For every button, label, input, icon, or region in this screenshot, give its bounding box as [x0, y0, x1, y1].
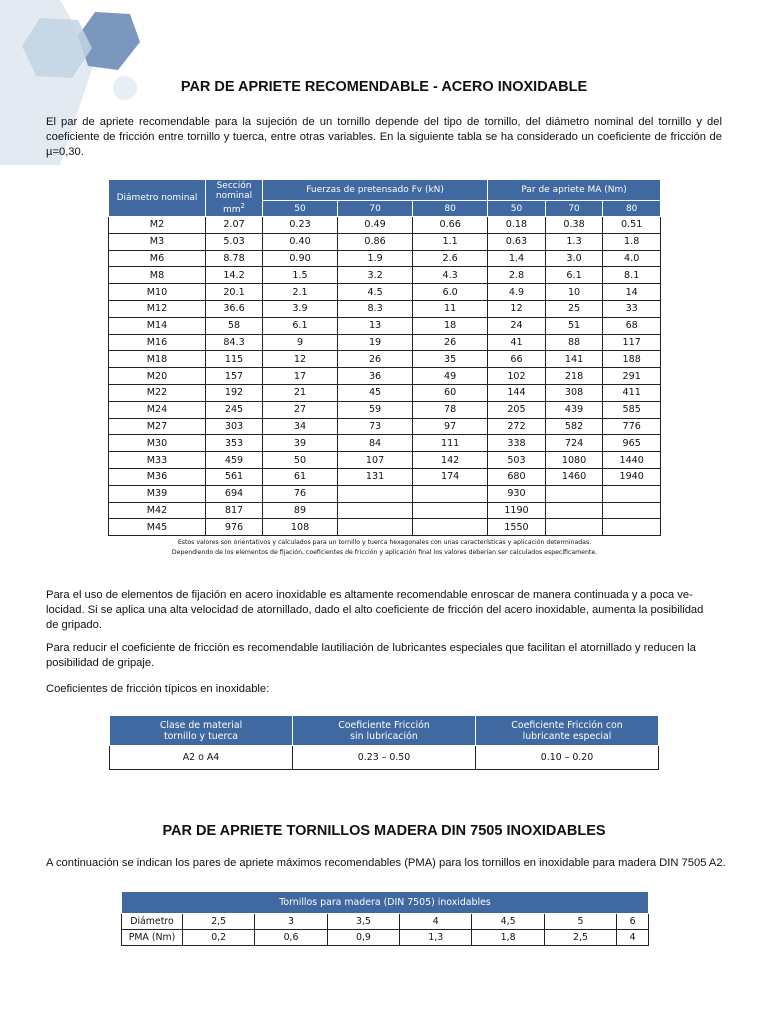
table-cell: M30 [109, 435, 206, 452]
paragraph-lubricantes-line-1: Para reducir el coeficiente de fricción es recomendable lautiliación de lubricantes especiales que facilitan el atornillado y reducen la [46, 642, 696, 654]
table-cell: 174 [413, 468, 488, 485]
table-cell: M24 [109, 401, 206, 418]
paragraph-velocidad-line-3: de gripado. [46, 619, 102, 631]
pma-cell: 1,3 [400, 930, 472, 946]
table-cell: 76 [263, 485, 338, 502]
friction-header-con-line-1: Coeficiente Fricción con [511, 719, 623, 731]
friction-header-sin-line-1: Coeficiente Fricción [338, 719, 430, 731]
table-cell: 0.38 [545, 217, 603, 234]
paragraph-lubricantes-line-2: posibilidad de gripaje. [46, 657, 155, 669]
friction-header-con [476, 716, 659, 746]
table-cell: 68 [603, 317, 661, 334]
table-cell: 303 [206, 418, 263, 435]
table-cell: 26 [338, 351, 413, 368]
pma-cell: 2,5 [544, 930, 616, 946]
table-cell [545, 485, 603, 502]
sub-header-0: 50 [263, 201, 338, 217]
table-cell: M20 [109, 368, 206, 385]
table-cell: 26 [413, 334, 488, 351]
table-cell: 84.3 [206, 334, 263, 351]
table-cell: 9 [263, 334, 338, 351]
col-seccion-exp: 2 [240, 202, 245, 210]
table-cell: 353 [206, 435, 263, 452]
table-cell [338, 502, 413, 519]
table-cell: 1440 [603, 452, 661, 469]
friction-header-sin-line-2: sin lubricación [350, 730, 418, 742]
table-cell: 117 [603, 334, 661, 351]
friction-header-sin [293, 716, 476, 746]
table-cell: 4.3 [413, 267, 488, 284]
paragraph-velocidad-line-2: locidad. Si se aplica una alta velocidad de atornillado, dado el alto coeficiente de fricción del acero inoxidable, aumenta la posibilidad [46, 604, 704, 616]
table-cell: M6 [109, 250, 206, 267]
sub-header-2: 80 [413, 201, 488, 217]
table-cell: 60 [413, 384, 488, 401]
table-row [109, 217, 661, 234]
paragraph-velocidad-line-1: Para el uso de elementos de fijación en acero inoxidable es altamente recomendable enroscar de manera continuada y a poca ve- [46, 589, 693, 601]
diametro-cell: 6 [617, 914, 649, 930]
section1-intro: El par de apriete recomendable para la sujeción de un tornillo depende del tipo de tornillo, del diámetro nominal del tornillo y del coeficiente de fricción entre tornillo y tuerca, entre otras variables. En la siguiente tabla se ha considerado un coeficiente de fricción de µ=0,30. [46, 116, 722, 158]
table-cell: M14 [109, 317, 206, 334]
table-cell: 25 [545, 300, 603, 317]
table-cell: 272 [488, 418, 546, 435]
table-cell: 4.0 [603, 250, 661, 267]
col-seccion-label: Sección nominal [215, 181, 253, 201]
section1-title: PAR DE APRIETE RECOMENDABLE - ACERO INOXIDABLE [180, 79, 588, 95]
pma-cell: 0,9 [327, 930, 399, 946]
table-cell: 20.1 [206, 284, 263, 301]
table-row [109, 317, 661, 334]
table-cell: 6.1 [263, 317, 338, 334]
table-cell [413, 485, 488, 502]
sub-header-4: 70 [545, 201, 603, 217]
table-cell: 1.8 [603, 233, 661, 250]
table-cell: 0.51 [603, 217, 661, 234]
table-cell: 6.1 [545, 267, 603, 284]
table-cell: 0.66 [413, 217, 488, 234]
table-cell [603, 502, 661, 519]
table-cell: 724 [545, 435, 603, 452]
table-cell: 141 [545, 351, 603, 368]
table-row [109, 418, 661, 435]
table-cell: 291 [603, 368, 661, 385]
table-cell: 108 [263, 519, 338, 536]
table-cell: 45 [338, 384, 413, 401]
table-cell: 3.2 [338, 267, 413, 284]
diametro-cell: 3 [255, 914, 327, 930]
table-cell: M12 [109, 300, 206, 317]
table-cell: 1460 [545, 468, 603, 485]
table-row [109, 334, 661, 351]
table-cell: 0.18 [488, 217, 546, 234]
table-cell: 78 [413, 401, 488, 418]
table-cell: 1940 [603, 468, 661, 485]
table-cell: M27 [109, 418, 206, 435]
table-cell: M16 [109, 334, 206, 351]
friction-header-clase [110, 716, 293, 746]
table-cell: 111 [413, 435, 488, 452]
table-cell: M39 [109, 485, 206, 502]
friction-header-con-line-2: lubricante especial [522, 730, 612, 742]
col-seccion-unit: mm [222, 205, 241, 215]
table-note-2: Dependiendo de los elementos de fijación, coeficientes de fricción y aplicación final los valores deberían ser calculados específicamente. [171, 549, 598, 556]
sub-header-3: 50 [488, 201, 546, 217]
table-row [109, 502, 661, 519]
friction-cell-sin: 0.23 – 0.50 [293, 746, 476, 770]
sub-header-1: 70 [338, 201, 413, 217]
table-row [109, 351, 661, 368]
table-cell: M42 [109, 502, 206, 519]
table-row [109, 519, 661, 536]
friction-header-clase-line-2: tornillo y tuerca [163, 730, 239, 742]
table-cell: 8.78 [206, 250, 263, 267]
table-cell: 157 [206, 368, 263, 385]
table-cell: 12 [488, 300, 546, 317]
wood-table-header: Tornillos para madera (DIN 7505) inoxidables [122, 892, 649, 914]
table-cell: 2.8 [488, 267, 546, 284]
wood-screw-table [121, 891, 649, 946]
table-cell: M10 [109, 284, 206, 301]
group-fuerzas: Fuerzas de pretensado Fv (kN) [263, 180, 488, 201]
table-cell: 0.23 [263, 217, 338, 234]
section2-intro: A continuación se indican los pares de apriete máximos recomendables (PMA) para los tornillos en inoxidable para madera DIN 7505 A2. [46, 857, 726, 869]
sub-header-5: 80 [603, 201, 661, 217]
table-cell: 142 [413, 452, 488, 469]
table-cell: 102 [488, 368, 546, 385]
friction-table [109, 715, 659, 770]
table-cell: 41 [488, 334, 546, 351]
table-cell: 115 [206, 351, 263, 368]
table-row [122, 914, 649, 930]
table-cell: 1.5 [263, 267, 338, 284]
table-row [109, 452, 661, 469]
table-row [109, 485, 661, 502]
table-cell: M22 [109, 384, 206, 401]
table-cell: 308 [545, 384, 603, 401]
table-cell: 1.4 [488, 250, 546, 267]
table-cell: 131 [338, 468, 413, 485]
diametro-cell: 4 [400, 914, 472, 930]
table-cell: 1080 [545, 452, 603, 469]
table-cell: 0.49 [338, 217, 413, 234]
table-cell: 89 [263, 502, 338, 519]
table-cell: 1.9 [338, 250, 413, 267]
table-row [110, 746, 659, 770]
diametro-cell: 2,5 [183, 914, 255, 930]
table-row [109, 384, 661, 401]
table-cell: 192 [206, 384, 263, 401]
table-row [109, 284, 661, 301]
table-row [109, 233, 661, 250]
diametro-cell: 5 [544, 914, 616, 930]
table-cell: 561 [206, 468, 263, 485]
table-cell [545, 519, 603, 536]
pma-cell: 1,8 [472, 930, 544, 946]
table-cell: 0.86 [338, 233, 413, 250]
table-cell: M18 [109, 351, 206, 368]
table-cell: 2.1 [263, 284, 338, 301]
table-cell: 188 [603, 351, 661, 368]
table-cell: 1.3 [545, 233, 603, 250]
table-cell: 1550 [488, 519, 546, 536]
table-cell: 19 [338, 334, 413, 351]
table-cell: 144 [488, 384, 546, 401]
diametro-cell: 3,5 [327, 914, 399, 930]
table-cell: 930 [488, 485, 546, 502]
table-cell: 27 [263, 401, 338, 418]
table-row [109, 300, 661, 317]
table-cell: 88 [545, 334, 603, 351]
table-cell: 585 [603, 401, 661, 418]
table-row [109, 250, 661, 267]
table-cell: 21 [263, 384, 338, 401]
table-cell: 3.0 [545, 250, 603, 267]
table-cell: 3.9 [263, 300, 338, 317]
table-cell: 503 [488, 452, 546, 469]
table-cell: 1190 [488, 502, 546, 519]
table-cell: 411 [603, 384, 661, 401]
table-cell: 6.0 [413, 284, 488, 301]
table-cell: 59 [338, 401, 413, 418]
friction-cell-material: A2 o A4 [110, 746, 293, 770]
table-cell: 694 [206, 485, 263, 502]
table-cell: 36 [338, 368, 413, 385]
table-cell: M45 [109, 519, 206, 536]
col-seccion [206, 180, 263, 217]
table-cell: 84 [338, 435, 413, 452]
table-cell [413, 502, 488, 519]
paragraph-coeficientes: Coeficientes de fricción típicos en inoxidable: [46, 683, 270, 695]
row-label-diametro: Diámetro [122, 914, 183, 930]
table-cell: 4.9 [488, 284, 546, 301]
paragraph-lubricantes [46, 641, 726, 671]
table-cell: 66 [488, 351, 546, 368]
table-cell: 0.40 [263, 233, 338, 250]
table-cell: 24 [488, 317, 546, 334]
pma-cell: 0,2 [183, 930, 255, 946]
col-diametro: Diámetro nominal [109, 180, 206, 217]
table-cell: 8.1 [603, 267, 661, 284]
table-cell: 976 [206, 519, 263, 536]
table-note-1: Estos valores son orientativos y calculados para un tornillo y tuerca hexagonales con unas características y aplicación determinadas. [177, 539, 592, 546]
group-par: Par de apriete MA (Nm) [488, 180, 661, 201]
table-cell: M2 [109, 217, 206, 234]
table-cell: 61 [263, 468, 338, 485]
table-cell: M33 [109, 452, 206, 469]
pma-cell: 0,6 [255, 930, 327, 946]
torque-table [108, 179, 661, 536]
table-cell: 2.6 [413, 250, 488, 267]
table-row [109, 468, 661, 485]
table-cell: 680 [488, 468, 546, 485]
table-cell: 17 [263, 368, 338, 385]
decorative-hexagons [0, 0, 200, 190]
table-cell: 218 [545, 368, 603, 385]
table-cell: 35 [413, 351, 488, 368]
table-cell: M8 [109, 267, 206, 284]
table-cell: 73 [338, 418, 413, 435]
table-cell [338, 485, 413, 502]
table-cell: 58 [206, 317, 263, 334]
table-cell: 97 [413, 418, 488, 435]
table-row [122, 930, 649, 946]
table-cell [603, 485, 661, 502]
table-cell: 5.03 [206, 233, 263, 250]
table-cell: 14.2 [206, 267, 263, 284]
table-cell: 245 [206, 401, 263, 418]
table-cell: 49 [413, 368, 488, 385]
table-cell [603, 519, 661, 536]
table-cell: 39 [263, 435, 338, 452]
table-cell: 11 [413, 300, 488, 317]
table-cell: 51 [545, 317, 603, 334]
table-cell: 338 [488, 435, 546, 452]
table-cell [338, 519, 413, 536]
table-cell: 34 [263, 418, 338, 435]
table-cell: 205 [488, 401, 546, 418]
table-row [109, 368, 661, 385]
table-cell: 2.07 [206, 217, 263, 234]
table-cell: 8.3 [338, 300, 413, 317]
friction-cell-con: 0.10 – 0.20 [476, 746, 659, 770]
table-cell: M3 [109, 233, 206, 250]
table-cell: 776 [603, 418, 661, 435]
table-cell [413, 519, 488, 536]
table-cell: 33 [603, 300, 661, 317]
paragraph-velocidad [46, 588, 726, 633]
table-cell: 0.63 [488, 233, 546, 250]
table-cell: 50 [263, 452, 338, 469]
table-cell [545, 502, 603, 519]
table-cell: 439 [545, 401, 603, 418]
table-cell: 12 [263, 351, 338, 368]
table-cell: 817 [206, 502, 263, 519]
table-cell: 582 [545, 418, 603, 435]
table-cell: 459 [206, 452, 263, 469]
table-cell: M36 [109, 468, 206, 485]
table-cell: 14 [603, 284, 661, 301]
section2-title: PAR DE APRIETE TORNILLOS MADERA DIN 7505 INOXIDABLES [162, 823, 606, 839]
table-cell: 13 [338, 317, 413, 334]
table-cell: 1.1 [413, 233, 488, 250]
pma-cell: 4 [617, 930, 649, 946]
row-label-pma: PMA (Nm) [122, 930, 183, 946]
table-row [109, 401, 661, 418]
diametro-cell: 4,5 [472, 914, 544, 930]
table-cell: 36.6 [206, 300, 263, 317]
table-cell: 107 [338, 452, 413, 469]
table-cell: 965 [603, 435, 661, 452]
table-row [109, 435, 661, 452]
table-cell: 10 [545, 284, 603, 301]
table-cell: 0.90 [263, 250, 338, 267]
table-cell: 4.5 [338, 284, 413, 301]
table-row [109, 267, 661, 284]
table-cell: 18 [413, 317, 488, 334]
friction-header-clase-line-1: Clase de material [159, 719, 243, 731]
